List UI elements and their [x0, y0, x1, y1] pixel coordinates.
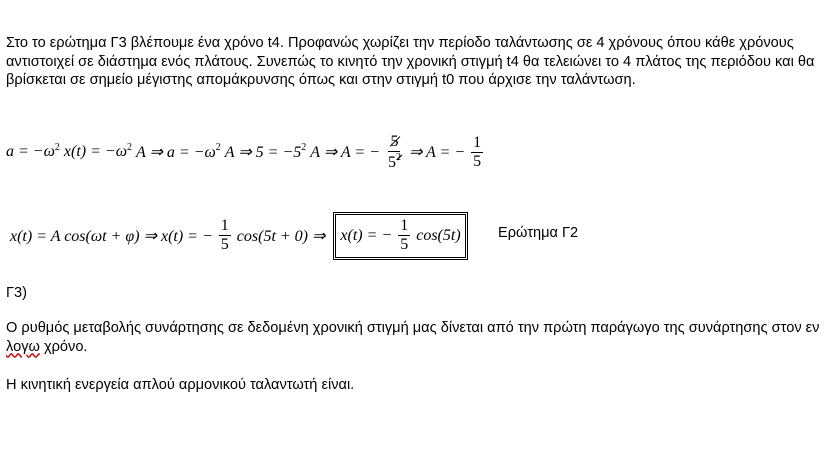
- eq1-sup-b: 2: [126, 142, 132, 154]
- eq1-part5: A ⇒ A = −: [310, 144, 380, 162]
- eq1-part6: ⇒ A = −: [408, 144, 466, 162]
- p3-text-c: χρόνο.: [39, 338, 88, 355]
- p3-misspelled-word: λογω: [6, 338, 40, 355]
- eq2-frac1-num: 1: [219, 217, 231, 236]
- equation-amplitude: [6, 133, 485, 172]
- eq1-sup-c: 2: [215, 142, 221, 154]
- eq2-boxed-result: [333, 212, 467, 260]
- eq1-frac1-num: 5: [388, 133, 400, 152]
- eq1-part4: A ⇒ 5 = −5: [224, 144, 302, 162]
- eq1-sup-a: 2: [54, 142, 60, 154]
- eq2-part1: x(t) = A cos(ωt + φ) ⇒ x(t) = −: [10, 227, 213, 245]
- section-heading: Γ3): [6, 285, 28, 301]
- eq2-part2: cos(5t + 0) ⇒: [236, 227, 326, 245]
- eq1-part3: A ⇒ a = −ω: [135, 144, 216, 162]
- eq1-frac1-den: [386, 152, 403, 172]
- eq2-fraction-1: [219, 217, 231, 255]
- eq1-sup-d: 2: [301, 142, 307, 154]
- eq1-frac1-den-sup: 2: [395, 152, 401, 164]
- eq1-part2: x(t) = −ω: [63, 143, 127, 161]
- eq1-frac1-den-base: 5: [387, 153, 396, 171]
- p3-text-a: Ο ρυθμός μεταβολής συνάρτησης σε δεδομένη χρονική στιγμή μας δίνεται από την πρώτη παράγωγο της συνάρτησης στον εν: [6, 320, 820, 336]
- eq2-boxed-post: cos(5t): [416, 226, 461, 244]
- eq1-fraction-cancelled: [386, 133, 403, 172]
- eq1-frac2-den: 5: [473, 152, 482, 170]
- paragraph-derivative: [6, 319, 832, 356]
- eq2-frac1-den: 5: [220, 236, 229, 254]
- question-label: Ερώτημα Γ2: [498, 225, 579, 241]
- eq1-fraction-result: [471, 134, 483, 172]
- eq1-frac2-num: 1: [471, 134, 483, 153]
- eq2-fraction-2: [398, 217, 410, 255]
- eq2-frac2-num: 1: [398, 217, 410, 236]
- eq2-boxed-pre: x(t) = −: [340, 226, 393, 244]
- equation-position: [10, 212, 468, 260]
- eq2-frac2-den: 5: [400, 236, 409, 254]
- paragraph-explanation: Στο το ερώτημα Γ3 βλέπουμε ένα χρόνο t4. Προφανώς χωρίζει την περίοδο ταλάντωσης σε 4 χρόνους όπου κάθε χρόνους αντιστοιχεί σε διάστημα ενός πλάτους. Συνεπώς το κινητό την χρονική στιγμή t4 θα τελειώνει το 4 πλάτος της περιόδου και θα βρίσκεται σε σημείο μέγιστης απομάκρυνσης όπως και στην στιγμή t0 που άρχισε την ταλάντωση.: [6, 35, 815, 88]
- eq1-part1: a = −ω: [6, 143, 55, 161]
- paragraph-kinetic: Η κινητική ενεργεία απλού αρμονικού ταλαντωτή είναι.: [6, 377, 355, 393]
